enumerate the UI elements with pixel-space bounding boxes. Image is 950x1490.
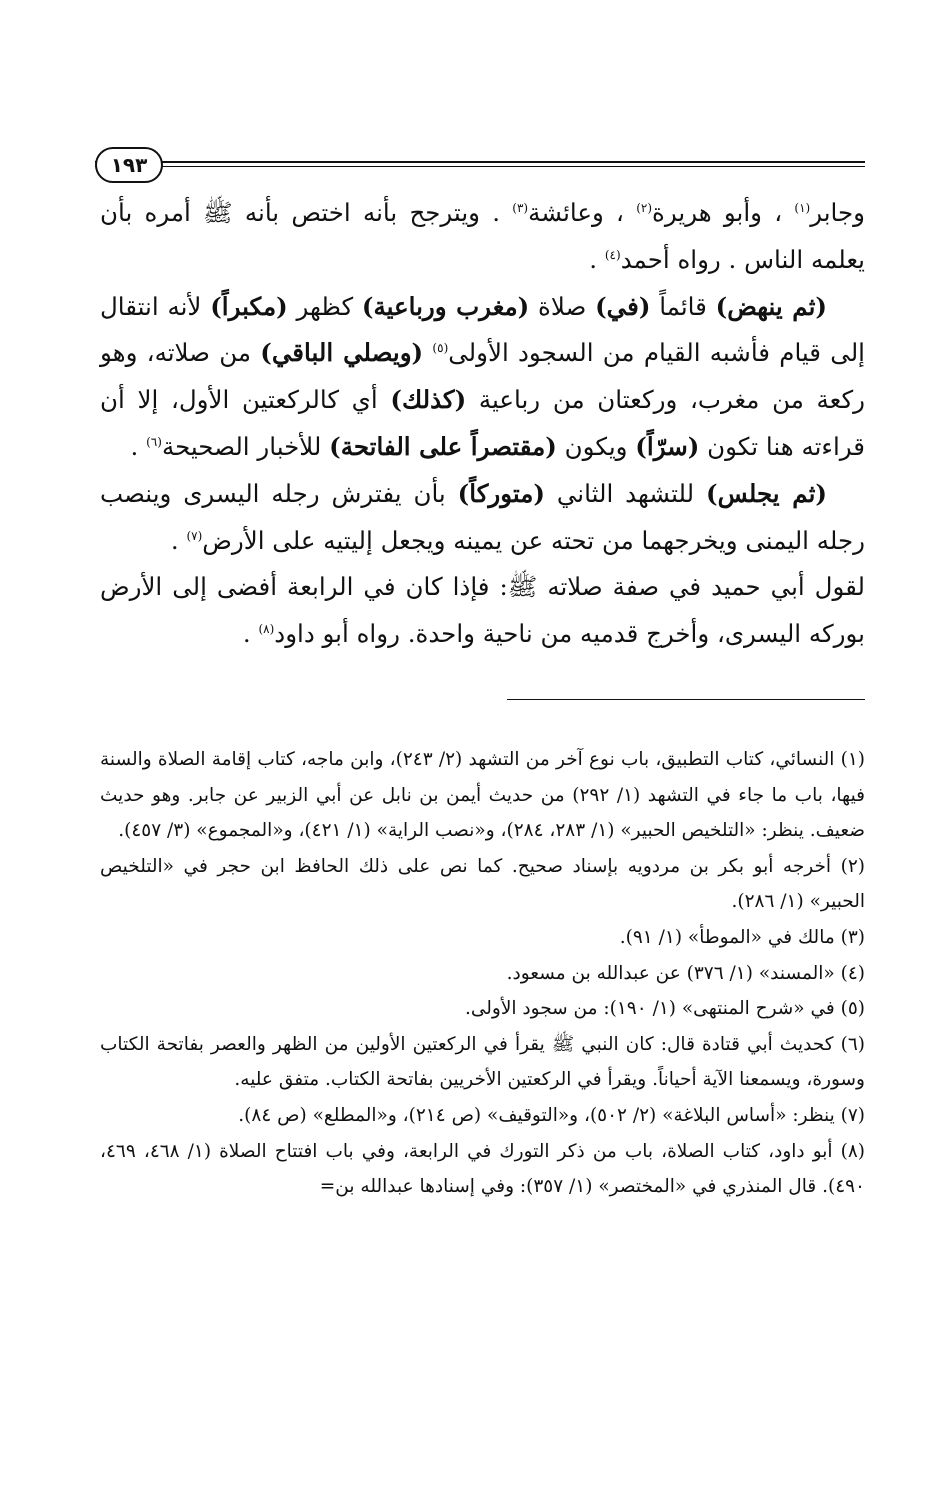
text-segment: صلاة	[529, 291, 596, 321]
text-segment: قائماً	[650, 291, 716, 321]
matn-text: (سرّاً)	[635, 431, 700, 461]
text-segment: كظهر	[287, 291, 362, 321]
matn-text: (في)	[595, 291, 651, 321]
text-segment: أي كالركعتين الأول، إلا أن قراءته هنا تكون	[100, 385, 865, 461]
footnote-ref: (٢)	[636, 200, 653, 215]
paragraph	[100, 564, 865, 658]
footnote: (٢) أخرجه أبو بكر بن مردويه بإسناد صحيح. كما نص على ذلك الحافظ ابن حجر في «التلخيص الحبير» (١/ ٢٨٦).	[100, 855, 865, 913]
text-segment: من صلاته، وهو ركعة من مغرب، وركعتان من رباعية	[100, 338, 865, 415]
footnote-ref: (١)	[794, 200, 811, 215]
paragraph	[100, 284, 865, 471]
text-segment: وجابر	[810, 198, 865, 227]
footnotes	[100, 742, 865, 1205]
text-segment: ويكون	[556, 431, 636, 461]
matn-text: (ويصلي الباقي)	[260, 338, 424, 368]
text-segment: بأن يفترش رجله اليسرى وينصب رجله اليمنى ويخرجهما من تحته عن يمينه ويجعل إليتيه على الأرض	[100, 478, 865, 555]
footnote-ref: (٥)	[432, 341, 449, 356]
paragraph	[100, 471, 865, 565]
text-segment: .	[130, 431, 147, 461]
matn-text: (متوركاً)	[457, 478, 545, 508]
footnote-ref: (٧)	[186, 528, 203, 543]
text-segment: لأنه انتقال إلى قيام فأشبه القيام من السجود الأولى	[100, 291, 865, 368]
text-segment: لقول أبي حميد في صفة صلاته ﷺ: فإذا كان في الرابعة أفضى إلى الأرض بوركه اليسرى، وأخرج قدميه من ناحية واحدة. رواه أبو داود	[100, 572, 865, 649]
header-rule-thin	[95, 166, 865, 167]
matn-text: (ثم يجلس)	[706, 478, 827, 508]
main-text	[100, 190, 865, 658]
matn-text: (مكبراً)	[210, 291, 288, 321]
footnote-ref: (٦)	[146, 434, 162, 449]
footnote-separator	[507, 699, 865, 700]
page-number: ١٩٣	[95, 147, 163, 183]
footnote: (٣) مالك في «الموطأ» (١/ ٩١).	[619, 926, 865, 948]
paragraph	[100, 190, 865, 284]
text-segment: . ويترجح بأنه اختص بأنه ﷺ أمره بأن يعلمه الناس . رواه أحمد	[100, 198, 865, 274]
header-rule	[95, 161, 865, 163]
footnote-ref: (٨)	[258, 622, 275, 637]
footnote: (٨) أبو داود، كتاب الصلاة، باب من ذكر التورك في الرابعة، وفي باب افتتاح الصلاة (١/ ٤٦٨، ٤٦٩، ٤٩٠). قال المنذري في «المختصر» (١/ ٣٥٧): وفي إسنادها عبدالله بن=	[100, 1140, 865, 1198]
matn-text: (كذلك)	[390, 385, 467, 415]
footnote: (١) النسائي، كتاب التطبيق، باب نوع آخر من التشهد (٢/ ٢٤٣)، وابن ماجه، كتاب إقامة الصلاة والسنة فيها، باب ما جاء في التشهد (١/ ٢٩٢) من حديث أيمن بن نابل عن أبي الزبير عن جابر. وهو حديث ضعيف. ينظر: «التلخيص الحبير» (١/ ٢٨٣، ٢٨٤)، و«نصب الراية» (١/ ٤٢١)، و«المجموع» (٣/ ٤٥٧).	[100, 749, 866, 842]
footnote: (٦) كحديث أبي قتادة قال: كان النبي ﷺ يقرأ في الركعتين الأولين من الظهر والعصر بفاتحة الكتاب وسورة، ويسمعنا الآية أحياناً. ويقرأ في الركعتين الأخريين بفاتحة الكتاب. متفق عليه.	[100, 1033, 865, 1091]
text-segment: .	[589, 244, 605, 274]
footnote-ref: (٤)	[604, 247, 621, 262]
text-segment: ، وعائشة	[528, 198, 637, 227]
footnote: (٧) ينظر: «أساس البلاغة» (٢/ ٥٠٢)، و«التوقيف» (ص ٢١٤)، و«المطلع» (ص ٨٤).	[238, 1104, 865, 1126]
footnote: (٥) في «شرح المنتهى» (١/ ١٩٠): من سجود الأولى.	[464, 998, 865, 1020]
text-segment: ، وأبو هريرة	[652, 198, 795, 227]
matn-text: (مغرب ورباعية)	[361, 291, 530, 321]
page-header	[95, 147, 865, 181]
footnote-ref: (٣)	[512, 200, 529, 215]
text-segment: .	[242, 619, 259, 649]
text-segment: للأخبار الصحيحة	[161, 431, 330, 461]
text-segment: .	[170, 525, 187, 555]
text-segment: للتشهد الثاني	[544, 478, 707, 508]
footnote: (٤) «المسند» (١/ ٣٧٦) عن عبدالله بن مسعود.	[506, 962, 865, 984]
matn-text: (ثم ينهض)	[715, 291, 827, 321]
matn-text: (مقتصراً على الفاتحة)	[329, 431, 557, 461]
